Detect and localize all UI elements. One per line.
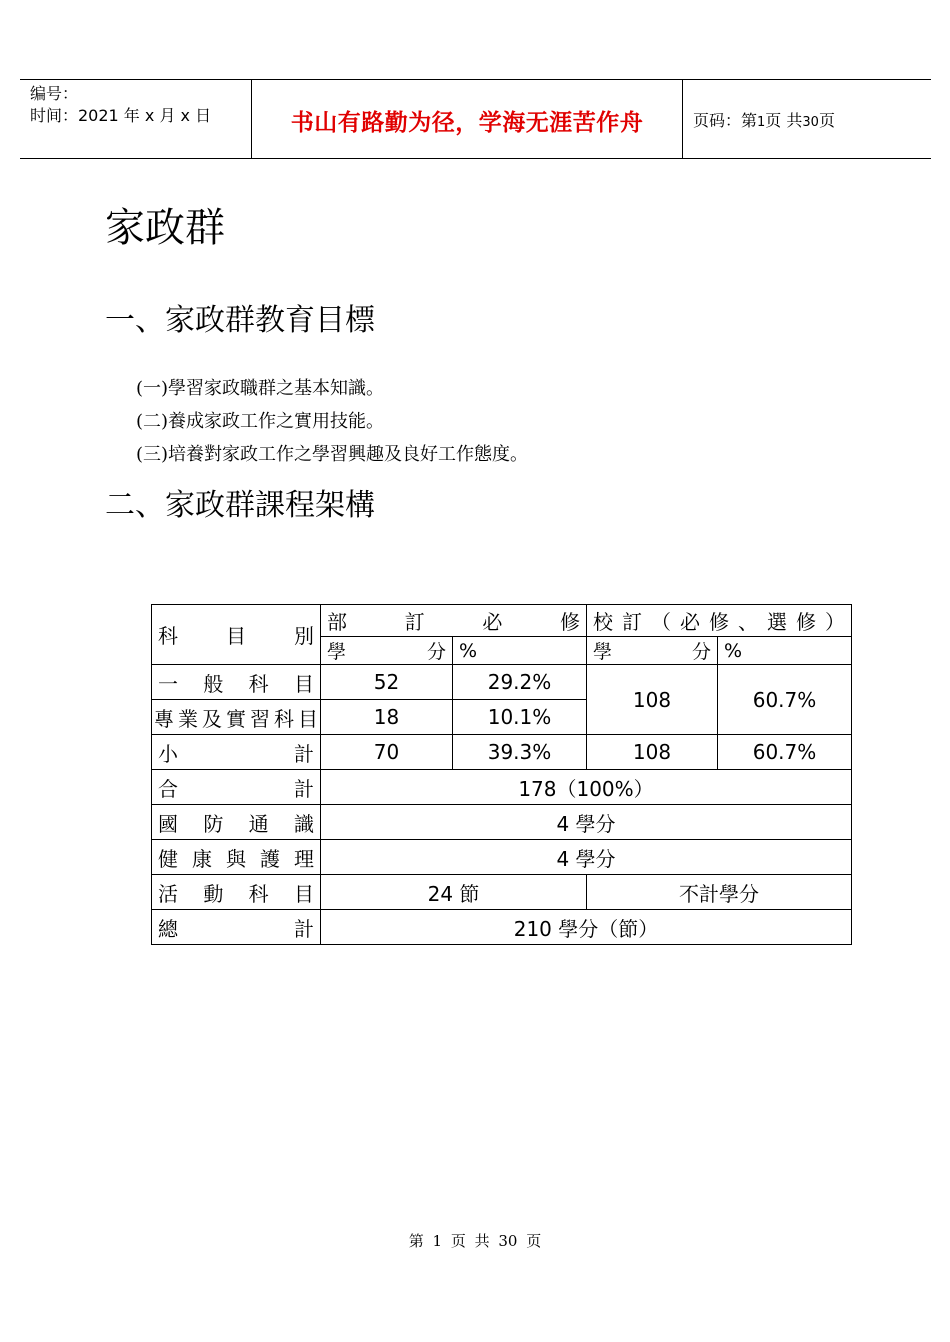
row-label-total: 合計 [152, 770, 321, 805]
cell-credits: 18 [321, 700, 453, 735]
document-title: 家政群 [105, 205, 225, 251]
cell-activity-value: 24 節 [321, 875, 587, 910]
page-number: 1 [757, 115, 766, 130]
cell-school-percent: 60.7% [718, 665, 852, 735]
page-prefix: 页码：第 [693, 111, 758, 130]
section-heading-curriculum: 二、家政群課程架構 [105, 488, 375, 523]
header-credits: 學分 [321, 637, 453, 665]
cell-grand-total-value: 210 學分（節） [321, 910, 852, 945]
goal-item: (二)養成家政工作之實用技能。 [136, 411, 385, 432]
row-label-health: 健康與護理 [152, 840, 321, 875]
page-mid: 页 共 [765, 111, 803, 130]
cell-total-value: 178（100%） [321, 770, 852, 805]
row-label-defense: 國防通識 [152, 805, 321, 840]
page-suffix: 页 [818, 111, 835, 130]
goal-item: (一)學習家政職群之基本知識。 [136, 378, 385, 399]
header-percent: % [453, 637, 587, 665]
cell-school-percent: 60.7% [718, 735, 852, 770]
cell-activity-note: 不計學分 [587, 875, 852, 910]
row-label-activity: 活動科目 [152, 875, 321, 910]
page-total: 30 [802, 115, 819, 130]
header-subject: 科目別 [152, 605, 321, 665]
cell-credits: 52 [321, 665, 453, 700]
header-percent: % [718, 637, 852, 665]
cell-school-credits: 108 [587, 665, 718, 735]
row-label-subtotal: 小計 [152, 735, 321, 770]
cell-credits: 70 [321, 735, 453, 770]
cell-defense-value: 4 學分 [321, 805, 852, 840]
goals-list [136, 372, 528, 471]
header-meta [30, 83, 211, 127]
page-header [20, 79, 931, 159]
curriculum-table [151, 604, 852, 945]
header-page-info [693, 108, 835, 131]
cell-school-credits: 108 [587, 735, 718, 770]
header-divider [682, 80, 683, 158]
row-label-grand-total: 總計 [152, 910, 321, 945]
doc-number-label: 编号： [30, 84, 79, 103]
header-school-defined: 校訂（必修、選修） [587, 605, 852, 637]
row-label-general: 一般科目 [152, 665, 321, 700]
cell-percent: 39.3% [453, 735, 587, 770]
cell-health-value: 4 學分 [321, 840, 852, 875]
cell-percent: 29.2% [453, 665, 587, 700]
header-motto: 书山有路勤为径，学海无涯苦作舟 [290, 110, 644, 136]
goal-item: (三)培養對家政工作之學習興趣及良好工作態度。 [136, 444, 529, 465]
row-label-professional: 專業及實習科目 [152, 700, 321, 735]
doc-time-label: 时间：2021 年 x 月 x 日 [30, 106, 212, 125]
cell-percent: 10.1% [453, 700, 587, 735]
header-ministry-required: 部訂必修 [321, 605, 587, 637]
page-footer: 第 1 页 共 30 页 [408, 1232, 542, 1250]
header-credits: 學分 [587, 637, 718, 665]
section-heading-goals: 一、家政群教育目標 [105, 303, 375, 338]
